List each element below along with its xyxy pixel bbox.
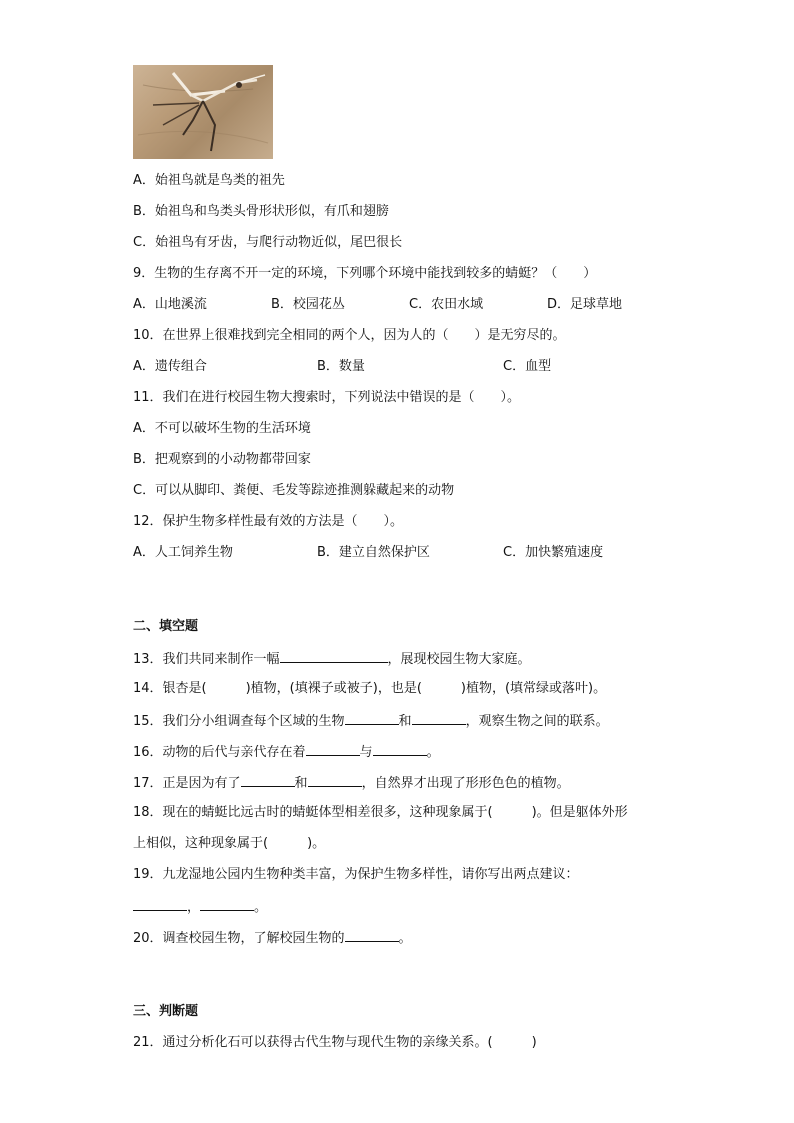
q9-question: 9．生物的生存离不开一定的环境，下列哪个环境中能找到较多的蜻蜓？（ ）	[133, 266, 597, 281]
q10-option: A．遗传组合	[133, 359, 207, 374]
q10-options	[133, 359, 551, 375]
q8-option-c: C．始祖鸟有牙齿，与爬行动物近似，尾巴很长	[133, 235, 403, 250]
q10-option: C．血型	[503, 359, 552, 374]
archaeopteryx-fossil-image	[133, 65, 273, 159]
q9-options	[133, 297, 622, 313]
q8-option-b: B．始祖鸟和鸟类头骨形状形似，有爪和翅膀	[133, 204, 389, 219]
q11-option: C．可以从脚印、粪便、毛发等踪迹推测躲藏起来的动物	[133, 483, 455, 498]
q12-option: A．人工饲养生物	[133, 545, 233, 560]
answer-blank[interactable]	[280, 650, 388, 663]
section-3-title: 三、判断题	[133, 1004, 199, 1019]
q9-option: D．足球草地	[547, 297, 623, 312]
q19-separator: ，	[187, 900, 201, 915]
q15-text: ，观察生物之间的联系。	[465, 714, 609, 729]
q13	[133, 650, 531, 668]
q16	[133, 743, 440, 761]
q19-end: 。	[254, 900, 268, 915]
q17-text: 17．正是因为有了	[133, 776, 241, 791]
q11-question: 11．我们在进行校园生物大搜索时，下列说法中错误的是（ ）。	[133, 390, 521, 405]
q13-text: 13．我们共同来制作一幅	[133, 652, 280, 667]
q15-text: 15．我们分小组调查每个区域的生物	[133, 714, 345, 729]
q12-question: 12．保护生物多样性最有效的方法是（ ）。	[133, 514, 404, 529]
q18-line1: 18．现在的蜻蜓比远古时的蜻蜓体型相差很多，这种现象属于( )。但是躯体外形	[133, 805, 628, 820]
q20-text: 20．调查校园生物，了解校园生物的	[133, 931, 345, 946]
q12-options	[133, 545, 603, 561]
q11-option: B．把观察到的小动物都带回家	[133, 452, 311, 467]
answer-blank[interactable]	[345, 712, 399, 725]
q19-line1: 19．九龙湿地公园内生物种类丰富，为保护生物多样性，请你写出两点建议：	[133, 867, 579, 882]
q16-text: 。	[426, 745, 440, 760]
q9-option: A．山地溪流	[133, 297, 207, 312]
q13-text: ，展现校园生物大家庭。	[387, 652, 531, 667]
answer-blank[interactable]	[200, 898, 254, 911]
q17	[133, 774, 570, 792]
answer-blank[interactable]	[412, 712, 466, 725]
q9-option: B．校园花丛	[271, 297, 345, 312]
q16-text: 与	[359, 745, 373, 760]
q21: 21．通过分析化石可以获得古代生物与现代生物的亲缘关系。( )	[133, 1035, 537, 1050]
q20	[133, 929, 412, 947]
q20-text: 。	[398, 931, 412, 946]
answer-blank[interactable]	[133, 898, 187, 911]
q10-option: B．数量	[317, 359, 365, 374]
q11-option: A．不可以破坏生物的生活环境	[133, 421, 311, 436]
q18-line2: 上相似，这种现象属于( )。	[133, 836, 326, 851]
answer-blank[interactable]	[373, 743, 427, 756]
q12-option: C．加快繁殖速度	[503, 545, 604, 560]
q16-text: 16．动物的后代与亲代存在着	[133, 745, 306, 760]
q17-text: 和	[294, 776, 308, 791]
answer-blank[interactable]	[308, 774, 362, 787]
section-2-title: 二、填空题	[133, 619, 199, 634]
q15-text: 和	[398, 714, 412, 729]
q12-option: B．建立自然保护区	[317, 545, 430, 560]
answer-blank[interactable]	[345, 929, 399, 942]
q10-question: 10．在世界上很难找到完全相同的两个人，因为人的（ ）是无穷尽的。	[133, 328, 566, 343]
answer-blank[interactable]	[306, 743, 360, 756]
q19-line2	[133, 898, 267, 916]
q17-text: ，自然界才出现了形形色色的植物。	[361, 776, 570, 791]
q9-option: C．农田水域	[409, 297, 484, 312]
fossil-drawing	[133, 65, 273, 159]
answer-blank[interactable]	[241, 774, 295, 787]
q14: 14．银杏是( )植物，(填裸子或被子)，也是( )植物，(填常绿或落叶)。	[133, 681, 607, 696]
q8-option-a: A．始祖鸟就是鸟类的祖先	[133, 173, 285, 188]
q15	[133, 712, 609, 730]
